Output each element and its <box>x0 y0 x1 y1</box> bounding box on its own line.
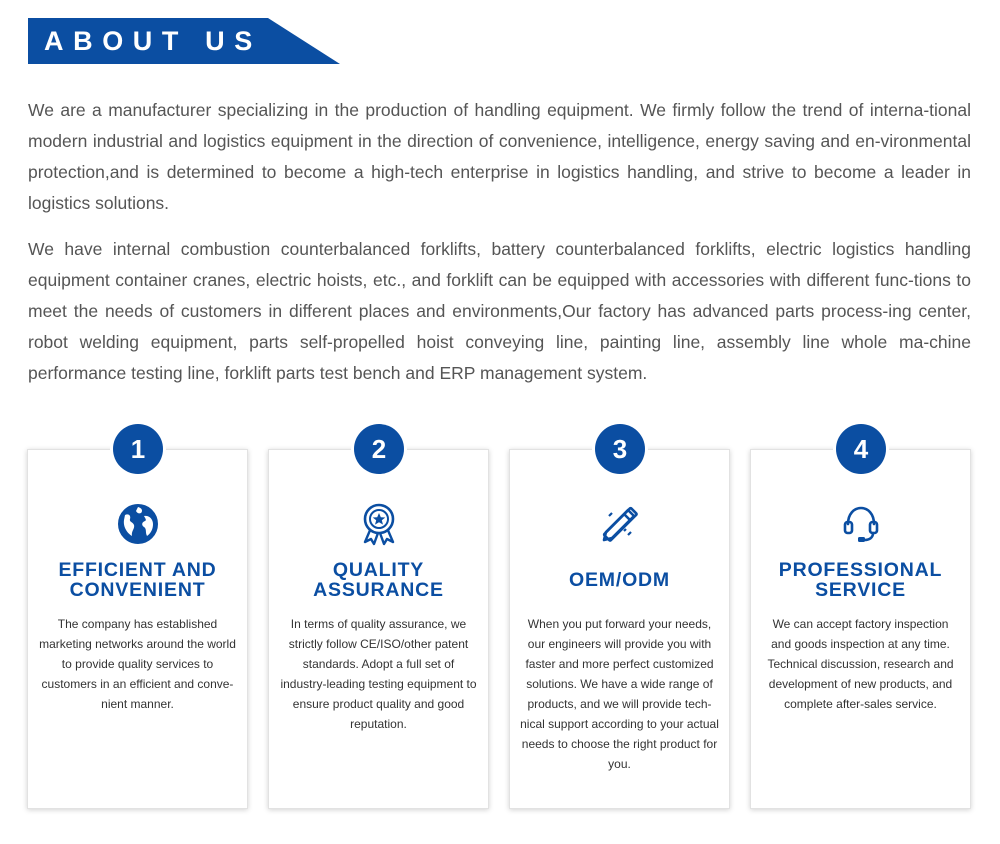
page-title: ABOUT US <box>44 26 262 56</box>
card-description: When you put forward your needs, our engineers will provide you with faster and more perfect customized solutions. We have a wide range of products, and we will provide tech-nical support according to your actual needs to choose the right product for you. <box>520 617 719 771</box>
intro-paragraph-1: We are a manufacturer specializing in the production of handling equipment. We firmly follow the trend of interna-tional modern industrial and logistics equipment in the direction of convenience, intelligence, energy saving and en-vironmental protection,and is determined to become a high-tech enterprise in logistics handling, and strive to become a leader in logistics solutions. <box>28 100 971 213</box>
card-title: PROFESSIONAL SERVICE <box>778 559 943 601</box>
step-number-badge: 3 <box>595 424 645 474</box>
step-number-badge: 4 <box>836 424 886 474</box>
card-description: In terms of quality assurance, we strictly follow CE/ISO/other patent standards. Adopt a full set of industry-leading testing equipment to ensure product quality and good reputation. <box>280 617 477 731</box>
intro-section <box>28 95 971 404</box>
step-number-badge: 2 <box>354 424 404 474</box>
headset-icon <box>839 502 883 546</box>
globe-icon <box>116 502 160 546</box>
feature-card-efficient <box>27 449 248 809</box>
card-title: QUALITY ASSURANCE <box>313 559 444 601</box>
card-description: We can accept factory inspection and goods inspection at any time. Technical discussion, research and development of new products, and complete after-sales service. <box>767 617 954 711</box>
feature-card-quality <box>268 449 489 809</box>
card-title: OEM/ODM <box>569 569 670 591</box>
card-description: The company has established marketing networks around the world to provide quality services to customers in an efficient and conve-nient manner. <box>39 617 236 711</box>
award-ribbon-icon <box>357 502 401 546</box>
feature-card-service <box>750 449 971 809</box>
step-number-badge: 1 <box>113 424 163 474</box>
feature-card-oem-odm <box>509 449 730 809</box>
pencil-ruler-icon <box>598 502 642 546</box>
card-title: EFFICIENT AND CONVENIENT <box>58 559 217 601</box>
intro-paragraph-2: We have internal combustion counterbalanced forklifts, battery counterbalanced forklifts, electric logistics handling equipment container cranes, electric hoists, etc., and forklift can be equipped with accessories with different func-tions to meet the needs of customers in different places and environments,Our factory has advanced parts process-ing center, robot welding equipment, parts self-propelled hoist conveying line, painting line, assembly line whole ma-chine performance testing line, forklift parts test bench and ERP management system. <box>28 239 971 383</box>
about-us-banner <box>28 18 340 64</box>
